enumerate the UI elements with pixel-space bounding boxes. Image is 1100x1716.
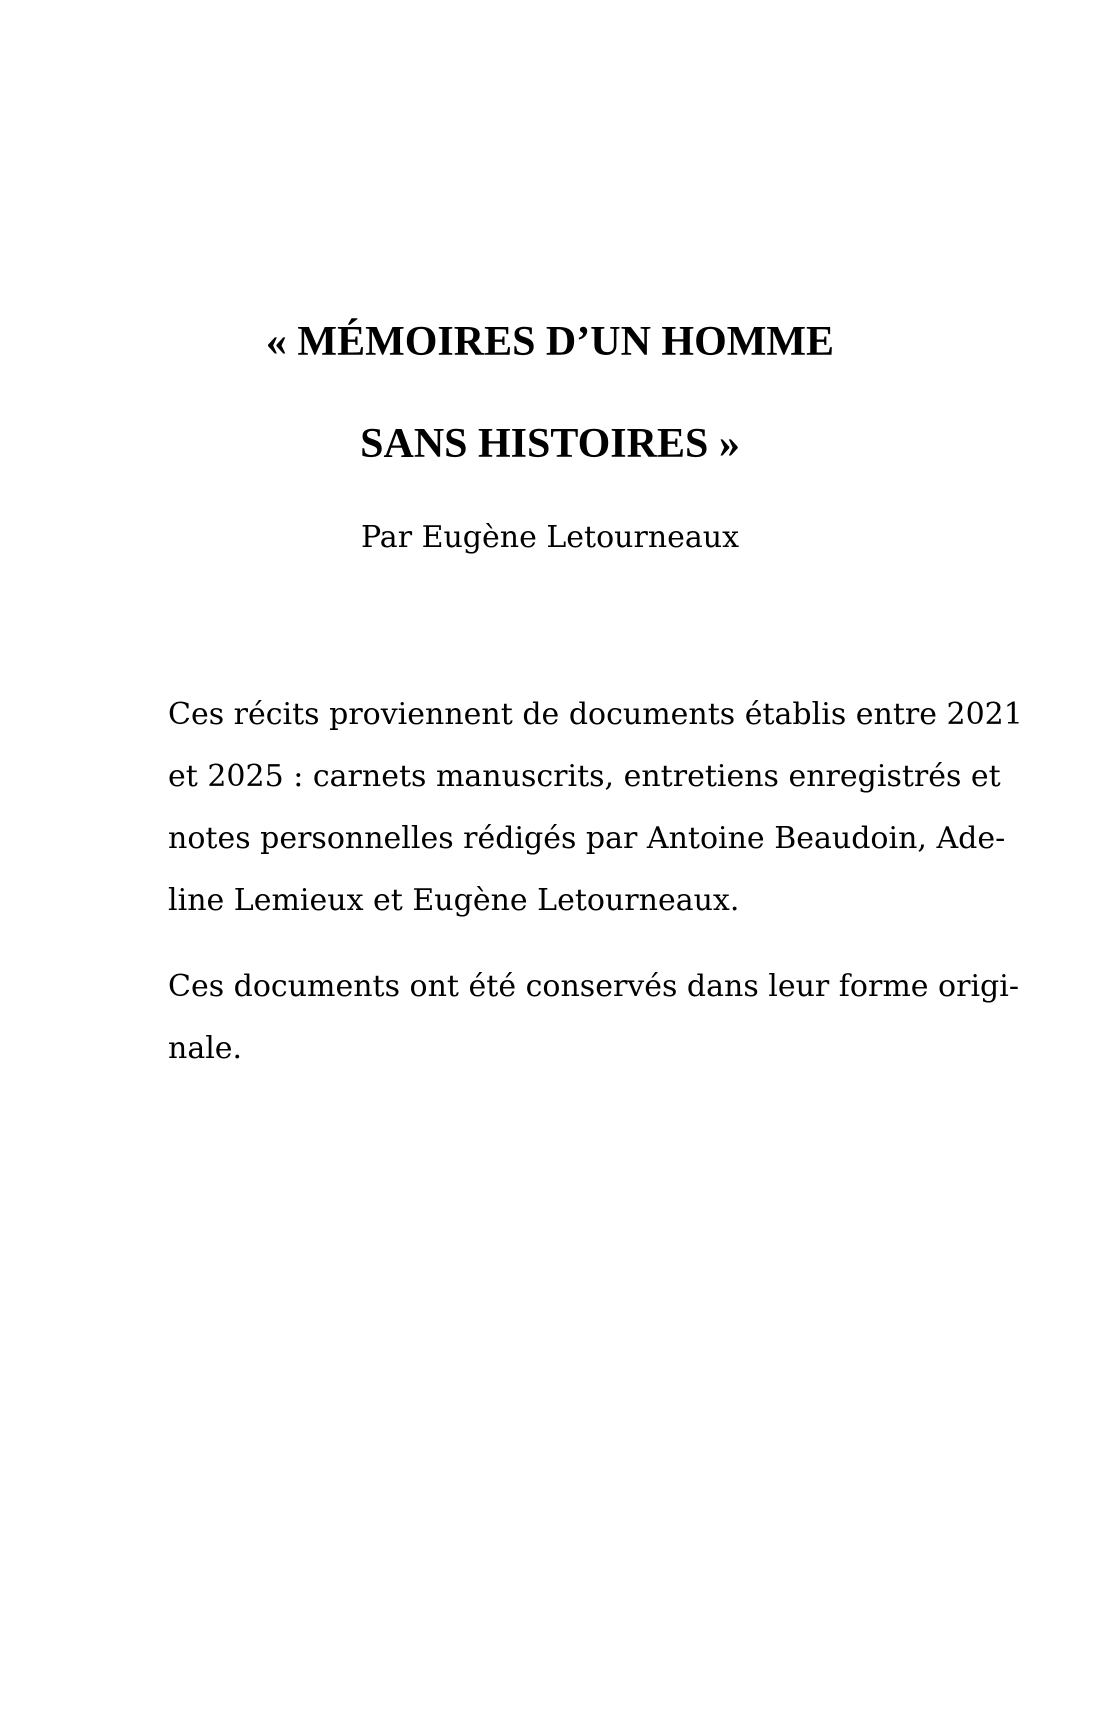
paragraph-line: line Lemieux et Eugène Letourneaux. bbox=[168, 883, 740, 918]
paragraph-line: notes personnelles rédigés par Antoine Beaudoin, Ade- bbox=[168, 821, 1006, 856]
paragraph-line: Ces documents ont été conservés dans leur forme origi- bbox=[168, 969, 1019, 1004]
title-line-2: SANS HISTOIRES » bbox=[360, 421, 740, 467]
paragraph-line: nale. bbox=[168, 1031, 243, 1066]
paragraph-line: et 2025 : carnets manuscrits, entretiens enregistrés et bbox=[168, 759, 1001, 794]
paragraph-preservation bbox=[168, 956, 1019, 1080]
title-line-1: « MÉMOIRES D’UN HOMME bbox=[265, 319, 835, 365]
author-byline: Par Eugène Letourneaux bbox=[360, 520, 740, 555]
paragraph-line: Ces récits proviennent de documents établis entre 2021 bbox=[168, 697, 1023, 732]
paragraph-sources bbox=[168, 684, 1023, 932]
